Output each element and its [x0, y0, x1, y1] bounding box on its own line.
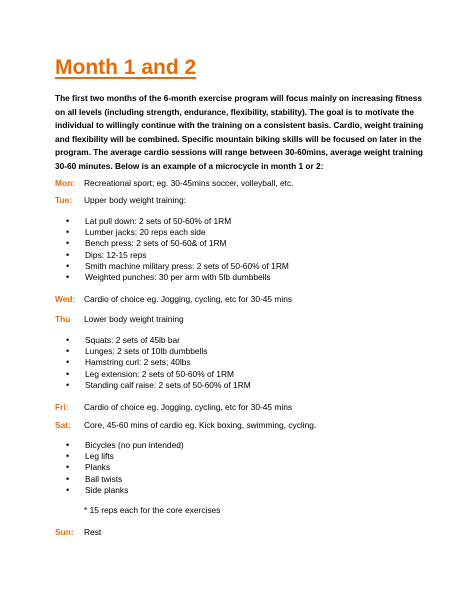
- day-label: Mon:: [55, 178, 75, 188]
- day-label: Wed:: [55, 294, 76, 304]
- day-text: Upper body weight training:: [84, 195, 186, 205]
- day-text: Core, 45-60 mins of cardio eg. Kick boxing, swimming, cycling.: [84, 420, 317, 430]
- day-row-tue: [55, 195, 186, 206]
- day-label: Thu: [55, 314, 71, 324]
- list-item: • Standing calf raise: 2 sets of 50-60% of 1RM: [66, 380, 251, 391]
- list-item: • Ball twists: [66, 474, 184, 485]
- list-item: • Leg extension: 2 sets of 50-60% of 1RM: [66, 369, 251, 380]
- day-text: Cardio of choice eg. Jogging, cycling, etc for 30-45 mins: [84, 402, 293, 412]
- list-item: • Hamstring curl: 2 sets; 40lbs: [66, 357, 251, 368]
- page-title: Month 1 and 2: [55, 56, 197, 79]
- list-item: • Squats: 2 sets of 45lb bar: [66, 335, 251, 346]
- day-row-sat: [55, 420, 316, 431]
- list-item: • Bicycles (no pun intended): [66, 440, 184, 451]
- day-text: Rest: [84, 527, 102, 537]
- day-label: Sun:: [55, 527, 74, 537]
- day-row-sun: [55, 527, 101, 538]
- day-text: Cardio of choice eg. Jogging, cycling, etc for 30-45 mins: [84, 294, 293, 304]
- exercise-list-thu: [66, 335, 251, 391]
- list-item: • Weighted punches: 30 per arm with 5lb dumbbells: [66, 272, 289, 283]
- day-row-wed: [55, 294, 292, 305]
- list-item: • Dips: 12-15 reps: [66, 250, 289, 261]
- day-row-mon: [55, 178, 293, 189]
- intro-paragraph: The first two months of the 6-month exercise program will focus mainly on increasing fitness on all levels (including strength, endurance, flexibility, stability). The goal is to motivate the individual to willingly continue with the training on a consistent basis. Cardio, weight training and flexibility will be combined. Specific mountain biking skills will be focused on later in the program. The average cardio sessions will range between 30-60mins, average weight training 30-60 minutes. Below is an example of a microcycle in month 1 or 2:: [55, 93, 424, 171]
- list-item: • Lunges: 2 sets of 10lb dumbbells: [66, 346, 251, 357]
- list-item: • Side planks: [66, 485, 184, 496]
- exercise-list-sat: [66, 440, 184, 496]
- list-item: • Lat pull down: 2 sets of 50-60% of 1RM: [66, 216, 289, 227]
- list-item: • Bench press: 2 sets of 50-60& of 1RM: [66, 238, 289, 249]
- day-label: Fri:: [55, 402, 69, 412]
- list-item: • Smith machine military press: 2 sets of 50-60% of 1RM: [66, 261, 289, 272]
- core-exercise-note: * 15 reps each for the core exercises: [84, 505, 221, 515]
- day-label: Sat:: [55, 420, 71, 430]
- day-text: Lower body weight training: [84, 314, 184, 324]
- exercise-list-tue: [66, 216, 289, 283]
- day-row-fri: [55, 402, 292, 413]
- day-label: Tue:: [55, 195, 73, 205]
- day-row-thu: [55, 314, 184, 325]
- list-item: • Planks: [66, 462, 184, 473]
- list-item: • Leg lifts: [66, 451, 184, 462]
- day-text: Recreational sport; eg. 30-45mins soccer, volleyball, etc.: [84, 178, 294, 188]
- list-item: • Lumber jacks: 20 reps each side: [66, 227, 289, 238]
